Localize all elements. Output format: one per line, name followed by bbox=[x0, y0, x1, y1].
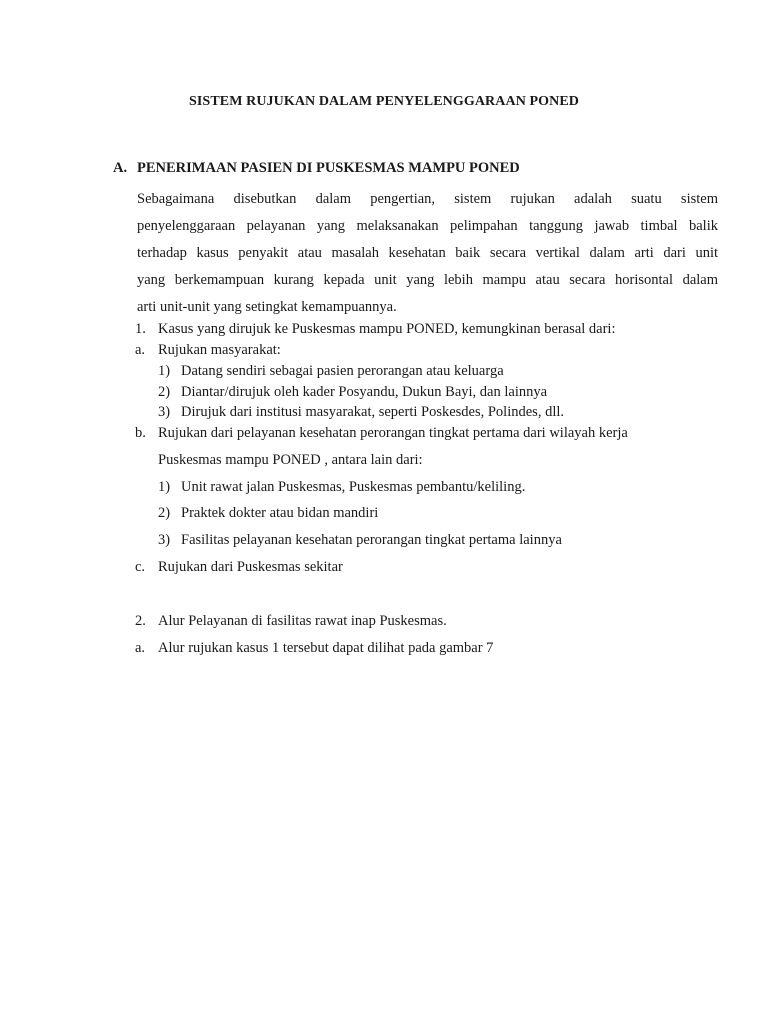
sublist-marker: 2) bbox=[158, 384, 171, 400]
sublist-item-text: Praktek dokter atau bidan mandiri bbox=[181, 505, 379, 521]
list-item-text: Rujukan dari Puskesmas sekitar bbox=[158, 559, 343, 575]
paragraph-line: yang berkemampuan kurang kepada unit yang lebih mampu atau secara horisontal dalam bbox=[137, 272, 718, 288]
paragraph-line: terhadap kasus penyakit atau masalah kesehatan baik secara vertikal dalam arti dari unit bbox=[137, 245, 718, 261]
sublist-item-text: Diantar/dirujuk oleh kader Posyandu, Dukun Bayi, dan lainnya bbox=[181, 384, 548, 400]
sublist-marker: 1) bbox=[158, 363, 171, 379]
sublist-item-text: Fasilitas pelayanan kesehatan perorangan tingkat pertama lainnya bbox=[181, 532, 562, 548]
sublist-marker: 3) bbox=[158, 532, 171, 548]
paragraph-line: penyelenggaraan pelayanan yang melaksanakan pelimpahan tanggung jawab timbal balik bbox=[137, 218, 718, 234]
list-item-text: Alur Pelayanan di fasilitas rawat inap Puskesmas. bbox=[158, 613, 447, 629]
sublist-item-text: Datang sendiri sebagai pasien perorangan atau keluarga bbox=[181, 363, 504, 379]
list-item-text-continued: Puskesmas mampu PONED , antara lain dari: bbox=[158, 452, 423, 468]
paragraph-line: Sebagaimana disebutkan dalam pengertian, sistem rujukan adalah suatu sistem bbox=[137, 191, 718, 207]
section-a-marker: A. bbox=[113, 160, 128, 176]
list-marker: c. bbox=[135, 559, 146, 575]
section-a-paragraph bbox=[137, 186, 718, 321]
list-item-text: Rujukan masyarakat: bbox=[158, 342, 281, 358]
list-marker: a. bbox=[135, 640, 146, 656]
sublist-marker: 1) bbox=[158, 479, 171, 495]
list-marker: b. bbox=[135, 425, 146, 441]
list-item-text: Alur rujukan kasus 1 tersebut dapat dilihat pada gambar 7 bbox=[158, 640, 494, 656]
section-a-heading: PENERIMAAN PASIEN DI PUSKESMAS MAMPU PONED bbox=[137, 160, 520, 176]
sublist-marker: 2) bbox=[158, 505, 171, 521]
sublist-item-text: Dirujuk dari institusi masyarakat, seperti Poskesdes, Polindes, dll. bbox=[181, 404, 564, 420]
paragraph-line: arti unit-unit yang setingkat kemampuannya. bbox=[137, 299, 397, 315]
list-marker: 1. bbox=[135, 321, 146, 337]
list-item-text: Rujukan dari pelayanan kesehatan perorangan tingkat pertama dari wilayah kerja bbox=[158, 425, 628, 441]
list-marker: a. bbox=[135, 342, 146, 358]
list-item-text: Kasus yang dirujuk ke Puskesmas mampu PONED, kemungkinan berasal dari: bbox=[158, 321, 616, 337]
sublist-marker: 3) bbox=[158, 404, 171, 420]
sublist-item-text: Unit rawat jalan Puskesmas, Puskesmas pembantu/keliling. bbox=[181, 479, 526, 495]
list-marker: 2. bbox=[135, 613, 146, 629]
document-title: SISTEM RUJUKAN DALAM PENYELENGGARAAN PONED bbox=[189, 94, 579, 109]
